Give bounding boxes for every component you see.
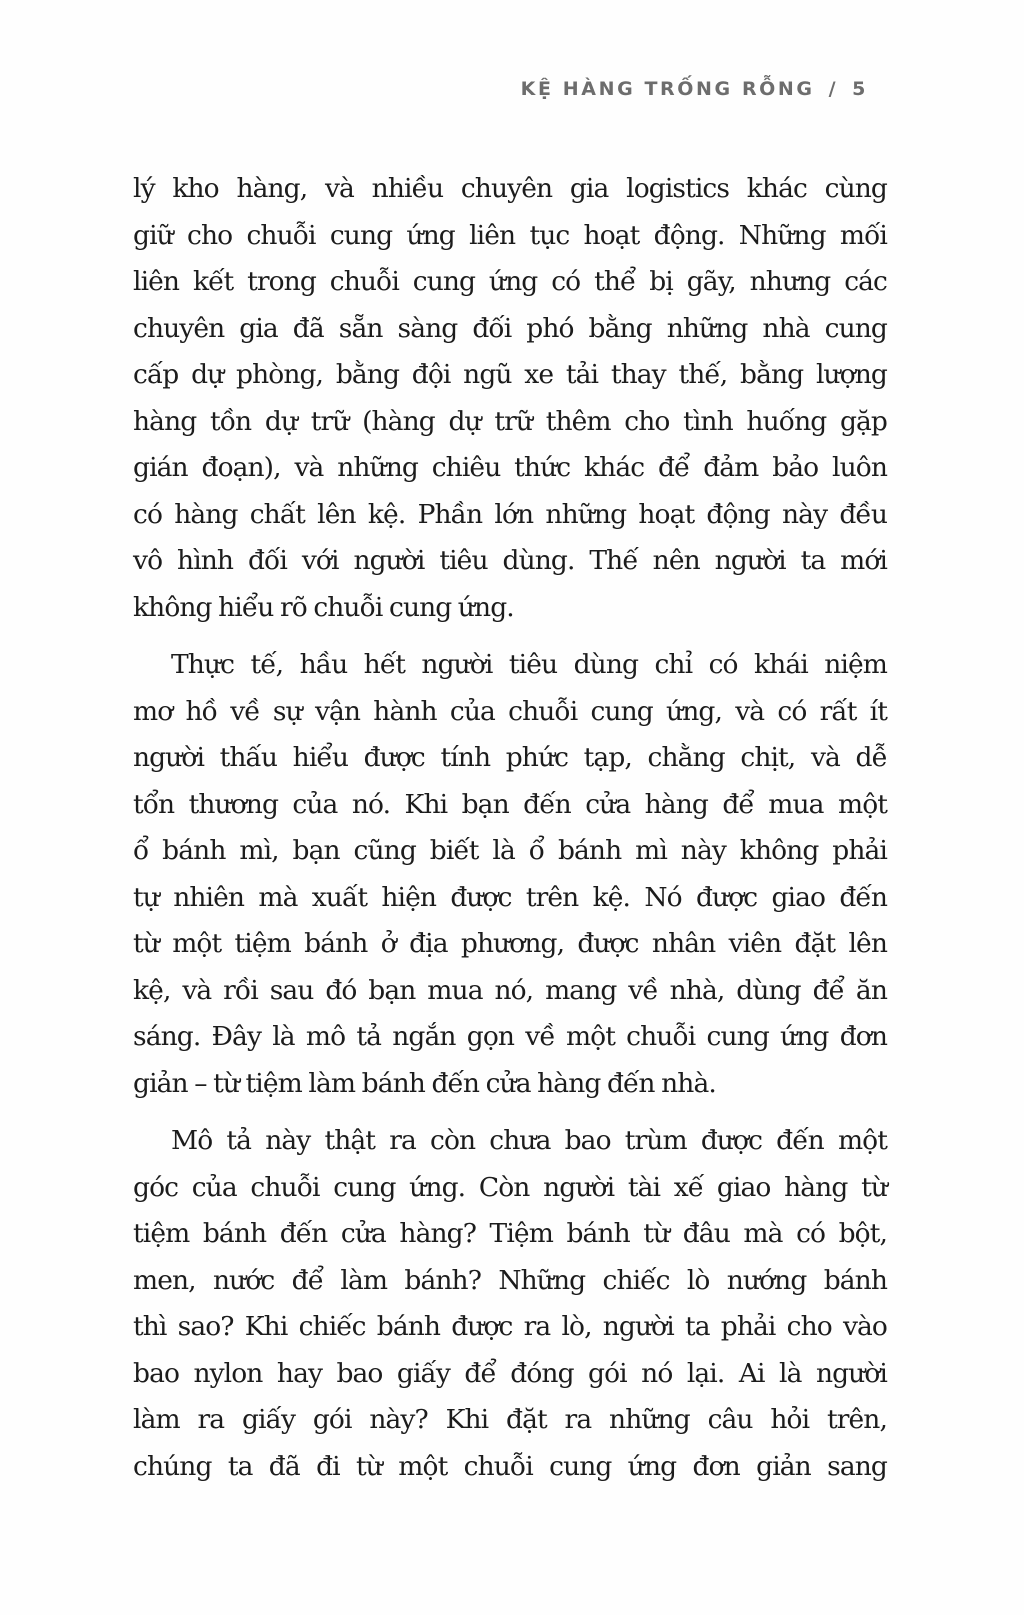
paragraph-1 (133, 166, 887, 631)
text-line: chuyên gia đã sẵn sàng đối phó bằng những nhà cung (133, 312, 887, 344)
header-separator: / (828, 78, 839, 100)
text-line: mơ hồ về sự vận hành của chuỗi cung ứng, và có rất ít (133, 695, 887, 727)
paragraph-3 (133, 1118, 887, 1490)
text-line: tiệm bánh đến cửa hàng? Tiệm bánh từ đâu mà có bột, (133, 1218, 887, 1249)
text-line: không hiểu rõ chuỗi cung ứng. (133, 591, 514, 623)
text-line: giữ cho chuỗi cung ứng liên tục hoạt động. Những mối (133, 219, 887, 251)
body-text (133, 166, 887, 1501)
text-line: người thấu hiểu được tính phức tạp, chằng chịt, và dễ (133, 742, 887, 773)
text-line: Mô tả này thật ra còn chưa bao trùm được đến một (171, 1125, 887, 1156)
text-line: sáng. Đây là mô tả ngắn gọn về một chuỗi cung ứng đơn (133, 1021, 887, 1052)
text-line: có hàng chất lên kệ. Phần lớn những hoạt động này đều (133, 498, 887, 530)
page-number: 5 (852, 78, 868, 100)
running-header (521, 78, 868, 100)
text-line: liên kết trong chuỗi cung ứng có thể bị gãy, nhưng các (133, 266, 887, 297)
text-line: từ một tiệm bánh ở địa phương, được nhân viên đặt lên (133, 928, 887, 959)
text-line: góc của chuỗi cung ứng. Còn người tài xế giao hàng từ (133, 1171, 887, 1203)
book-title: KỆ HÀNG TRỐNG RỖNG (520, 78, 815, 100)
text-line: tự nhiên mà xuất hiện được trên kệ. Nó được giao đến (133, 881, 887, 913)
text-line: gián đoạn), và những chiêu thức khác để đảm bảo luôn (133, 452, 887, 483)
text-line: chúng ta đã đi từ một chuỗi cung ứng đơn giản sang (133, 1450, 887, 1482)
text-line: Thực tế, hầu hết người tiêu dùng chỉ có khái niệm (171, 649, 887, 680)
text-line: làm ra giấy gói này? Khi đặt ra những câu hỏi trên, (133, 1404, 887, 1435)
text-line: giản – từ tiệm làm bánh đến cửa hàng đến nhà. (133, 1067, 716, 1099)
text-line: hàng tồn dự trữ (hàng dự trữ thêm cho tình huống gặp (133, 405, 887, 437)
text-line: tổn thương của nó. Khi bạn đến cửa hàng để mua một (133, 788, 887, 820)
text-line: lý kho hàng, và nhiều chuyên gia logistics khác cùng (133, 173, 887, 204)
text-line: men, nước để làm bánh? Những chiếc lò nướng bánh (133, 1264, 887, 1296)
text-line: ổ bánh mì, bạn cũng biết là ổ bánh mì này không phải (133, 835, 887, 866)
text-line: vô hình đối với người tiêu dùng. Thế nên người ta mới (133, 545, 887, 576)
paragraph-2 (133, 642, 887, 1107)
text-line: cấp dự phòng, bằng đội ngũ xe tải thay thế, bằng lượng (133, 359, 887, 390)
text-line: bao nylon hay bao giấy để đóng gói nó lại. Ai là người (133, 1357, 887, 1389)
text-line: kệ, và rồi sau đó bạn mua nó, mang về nhà, dùng để ăn (133, 974, 887, 1006)
text-line: thì sao? Khi chiếc bánh được ra lò, người ta phải cho vào (133, 1311, 887, 1342)
